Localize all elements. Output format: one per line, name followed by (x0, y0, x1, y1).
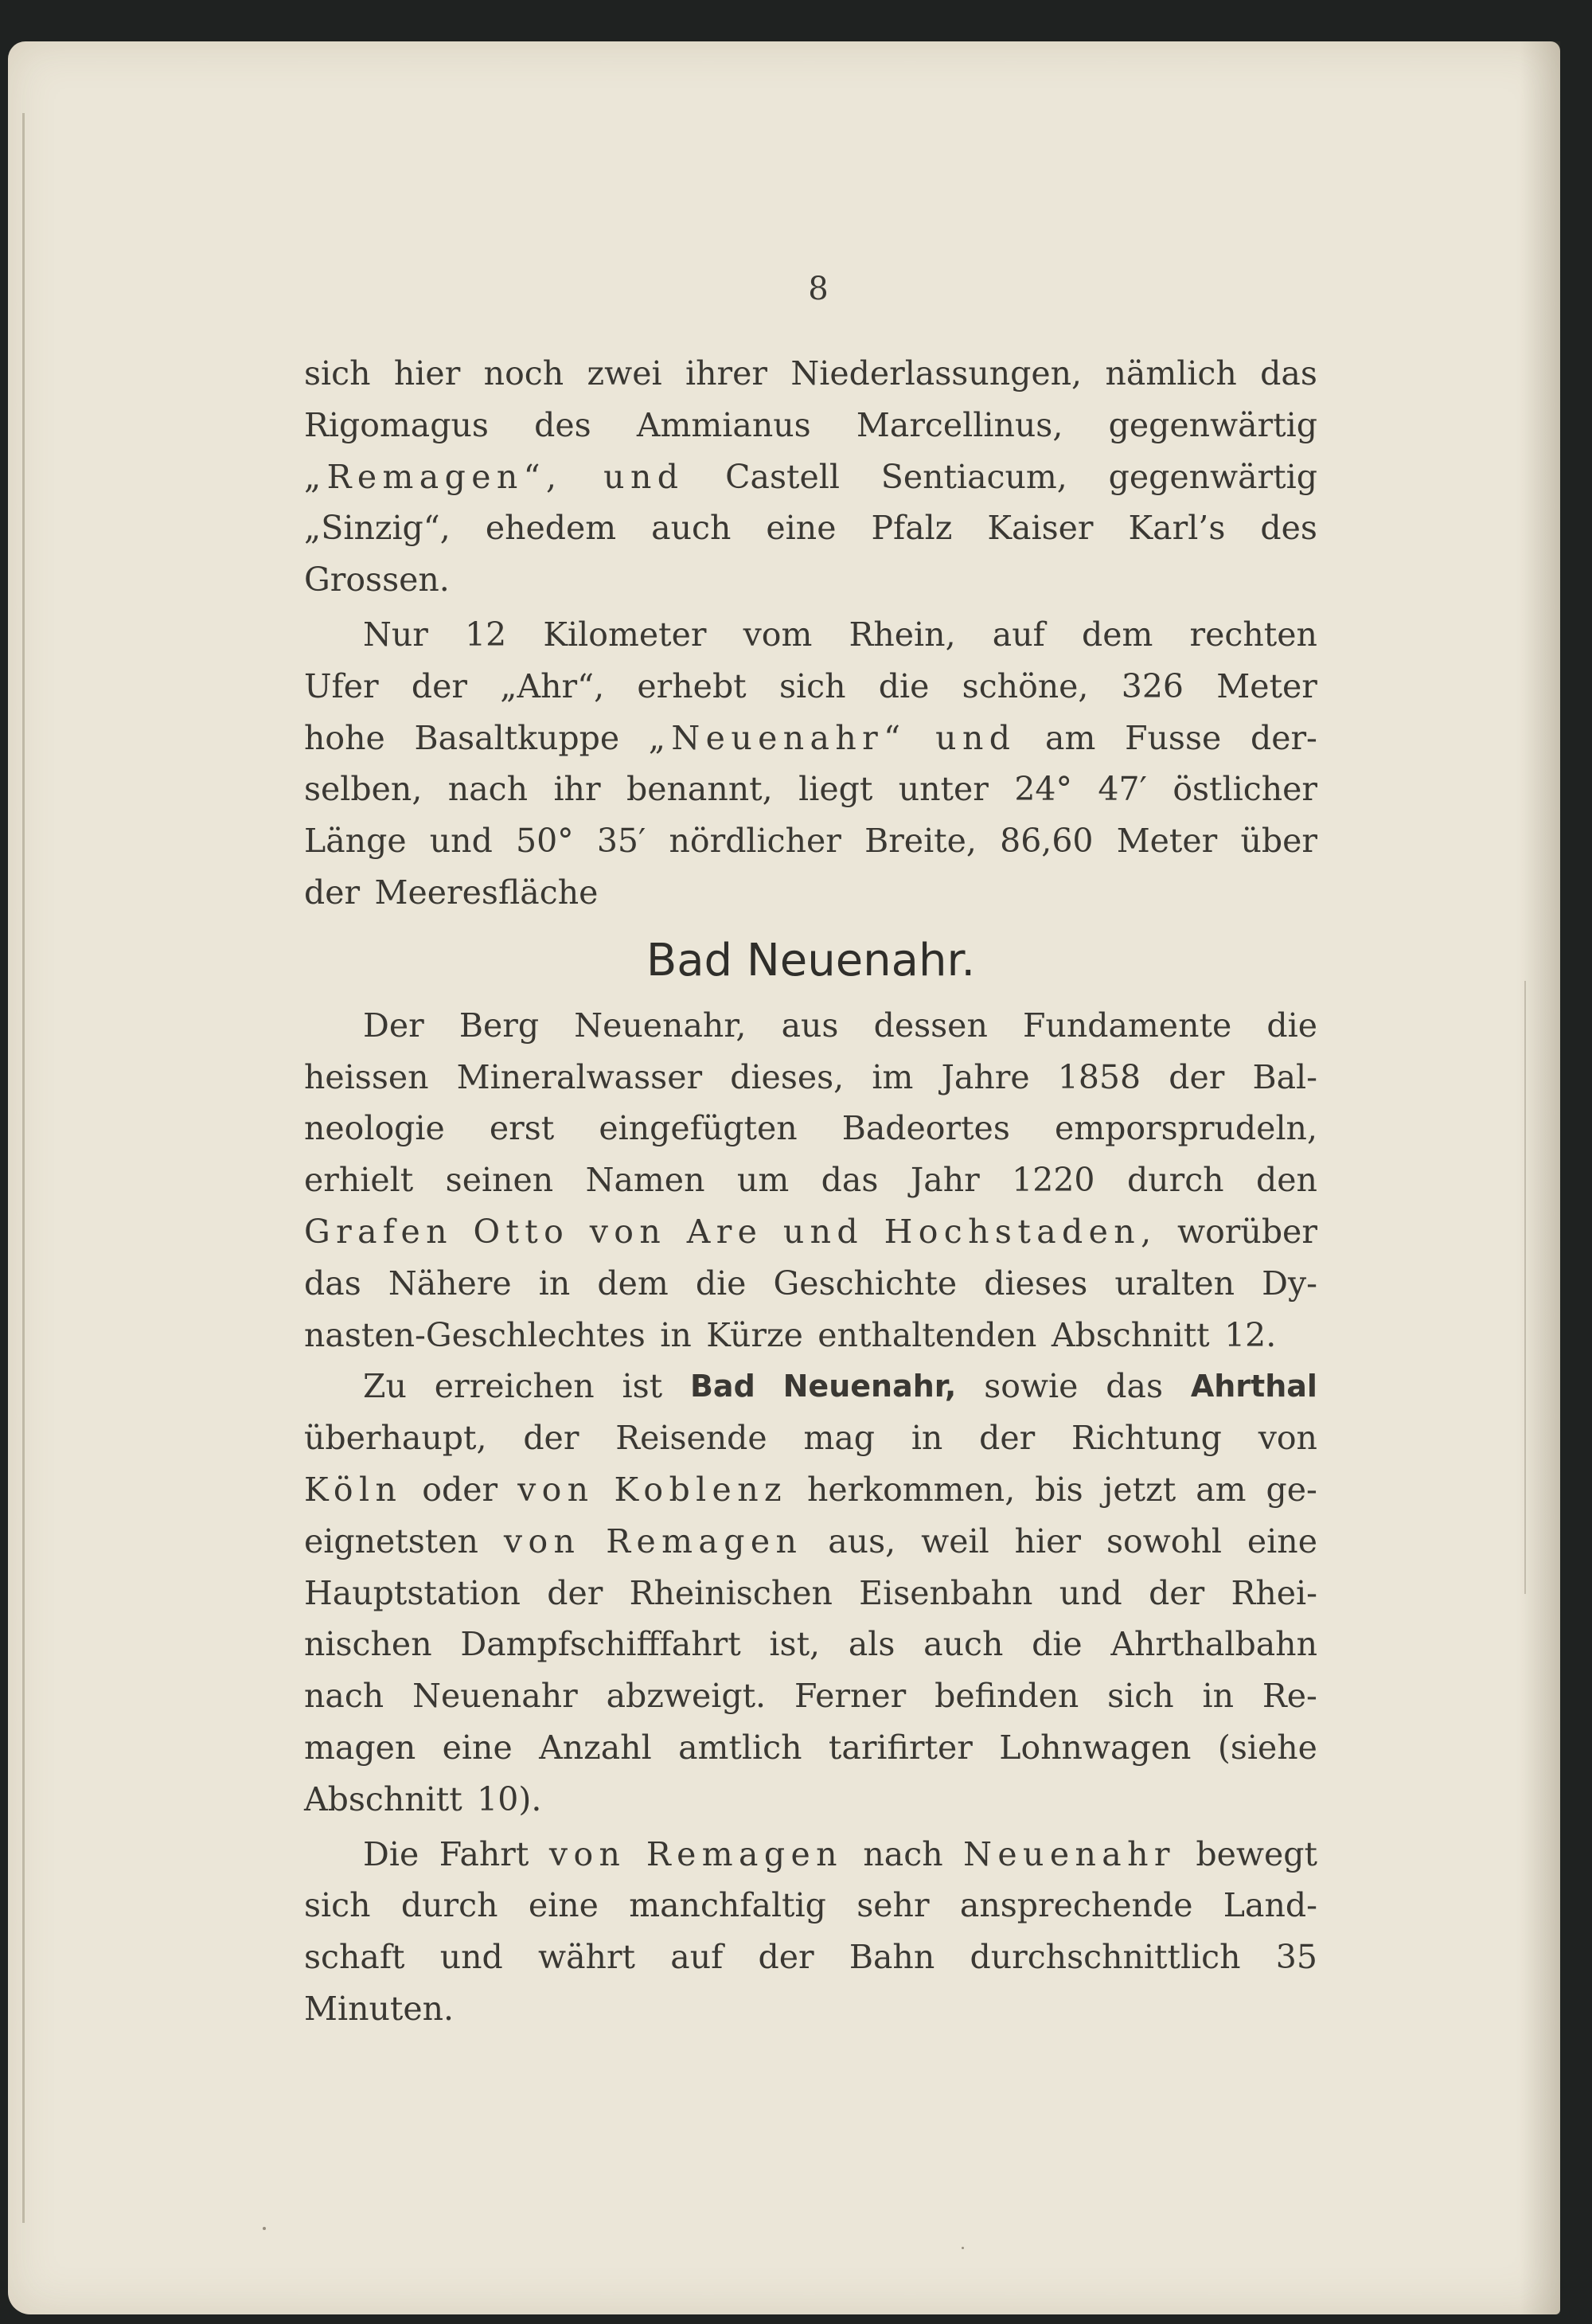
word: mag (803, 1419, 876, 1458)
word: (siehe (1217, 1728, 1317, 1767)
word: erreichen (434, 1367, 595, 1406)
word: Neuenahr (412, 1677, 578, 1716)
word: Eisenbahn (859, 1573, 1033, 1612)
word: nischen (304, 1625, 432, 1664)
text-line (304, 554, 1317, 606)
paragraph-history (304, 1000, 1317, 1361)
text-line (304, 502, 1317, 554)
word: selben, (304, 770, 423, 809)
text-line (304, 1983, 1317, 2035)
word: sehr (856, 1886, 930, 1925)
word: östlicher (1173, 770, 1317, 809)
page-body (304, 348, 1317, 2035)
text-line (304, 451, 1317, 503)
word: das (1260, 354, 1317, 393)
word: neologie (304, 1109, 445, 1148)
word: 12. (1224, 1315, 1277, 1354)
word: Zu (363, 1367, 407, 1406)
word: Nur (363, 615, 428, 654)
word: aus, (828, 1521, 896, 1560)
word: Rhei- (1231, 1573, 1317, 1612)
word: Karl’s (1128, 509, 1226, 548)
word: dieses (984, 1264, 1088, 1303)
word: sich (304, 354, 371, 393)
text-line (304, 1052, 1317, 1103)
word: gegenwärtig (1108, 457, 1317, 496)
word: in (911, 1419, 943, 1458)
word: und (782, 1212, 864, 1251)
word: befinden (935, 1677, 1079, 1716)
word: die (1266, 1006, 1317, 1045)
word: Kilometer (543, 615, 707, 654)
word: Meeresfläche (374, 873, 599, 912)
word: Neuenahr, (574, 1006, 747, 1045)
paper-speck (263, 2227, 266, 2230)
word: Rigomagus (304, 405, 489, 444)
word: Minuten. (304, 1989, 455, 2028)
word: des (1260, 509, 1317, 548)
word: nämlich (1105, 354, 1237, 393)
paragraph-journey (304, 1829, 1317, 2035)
word: die (1032, 1625, 1083, 1664)
text-line (304, 1619, 1317, 1670)
word: Abschnitt (1051, 1315, 1210, 1354)
text-line (304, 1568, 1317, 1619)
word: Otto (473, 1212, 570, 1251)
text-line (304, 1361, 1317, 1412)
word: Sentiacum, (880, 457, 1067, 496)
word: „Ahr“, (500, 666, 605, 705)
word: nasten-Geschlechtes (304, 1315, 646, 1354)
word: nach (863, 1834, 943, 1873)
word: sowie (984, 1367, 1079, 1406)
word: Land- (1223, 1886, 1317, 1925)
word: Meter (1216, 666, 1317, 705)
word: Rheinischen (629, 1573, 833, 1612)
text-line (304, 1931, 1317, 1983)
text-line (304, 764, 1317, 815)
word: Ahrthal (1190, 1369, 1317, 1404)
word: 35′ (596, 822, 646, 861)
word: uralten (1114, 1264, 1235, 1303)
word: der (1169, 1057, 1225, 1096)
word: nach (304, 1677, 384, 1716)
word: Jahr (910, 1161, 980, 1200)
word: sich (778, 666, 846, 705)
word: Grafen (304, 1212, 453, 1251)
word: Der (363, 1006, 424, 1045)
text-line (304, 400, 1317, 451)
page-edge-shadow (1520, 41, 1560, 2314)
word: Kürze (706, 1315, 803, 1354)
word: in (660, 1315, 692, 1354)
word: der (547, 1573, 603, 1612)
word: Neuenahr (963, 1834, 1176, 1873)
word: Ammianus (636, 405, 811, 444)
word: 50° (516, 822, 574, 861)
word: Bal- (1252, 1057, 1317, 1096)
text-line (304, 1774, 1317, 1826)
word: die (878, 666, 930, 705)
word: ansprechende (959, 1886, 1193, 1925)
word: schaft (304, 1938, 405, 1977)
word: als (848, 1625, 896, 1664)
word: magen (304, 1728, 416, 1767)
word: das (821, 1161, 879, 1200)
word: abzweigt. (606, 1677, 767, 1716)
word: in (538, 1264, 571, 1303)
word: zwei (587, 354, 662, 393)
text-line (304, 348, 1317, 400)
word: den (1256, 1161, 1317, 1200)
word: eine (766, 509, 837, 548)
word: dem (597, 1264, 669, 1303)
word: Bahn (849, 1938, 935, 1977)
word: „Sinzig“, (304, 509, 451, 548)
word: Namen (585, 1161, 705, 1200)
word: liegt (798, 770, 873, 809)
word: Anzahl (539, 1728, 652, 1767)
word: der (523, 1419, 579, 1458)
word: Dy- (1262, 1264, 1317, 1303)
word: 1220 (1012, 1161, 1095, 1200)
word: erhielt (304, 1161, 414, 1200)
word: Neuenahr, (782, 1369, 957, 1404)
paragraph-intro (304, 348, 1317, 606)
word: Breite, (864, 822, 977, 861)
word: nördlicher (669, 822, 841, 861)
word: bis (1035, 1470, 1083, 1509)
word: „Neuenahr“ (648, 718, 907, 757)
word: weil (921, 1521, 989, 1560)
paragraph-location (304, 609, 1317, 919)
word: Pfalz (871, 509, 953, 548)
word: der (411, 666, 467, 705)
word: aus (781, 1006, 839, 1045)
word: sich (1107, 1677, 1174, 1716)
word: Berg (458, 1006, 540, 1045)
word: währt (538, 1938, 636, 1977)
word: erhebt (637, 666, 747, 705)
word: von (548, 1834, 626, 1873)
word: Grossen. (304, 560, 450, 600)
word: Castell (725, 457, 840, 496)
text-line (304, 815, 1317, 867)
text-line (304, 1258, 1317, 1310)
text-line (304, 1206, 1317, 1258)
word: hier (1014, 1521, 1082, 1560)
word: heissen (304, 1057, 429, 1096)
word: emporsprudeln, (1054, 1109, 1317, 1148)
word: 10). (477, 1779, 542, 1818)
word: erst (489, 1109, 555, 1148)
word: Nähere (388, 1264, 512, 1303)
word: der (1149, 1573, 1205, 1612)
word: am (1045, 718, 1096, 757)
word: um (736, 1161, 790, 1200)
word: Meter (1116, 822, 1218, 861)
word: seinen (445, 1161, 554, 1200)
word: Are (686, 1212, 763, 1251)
word: rechten (1189, 615, 1317, 654)
word: in (1202, 1677, 1235, 1716)
word: Hochstaden, (884, 1212, 1157, 1251)
word: das (1106, 1367, 1163, 1406)
word: Ferner (794, 1677, 907, 1716)
word: Länge (304, 822, 407, 861)
word: von (503, 1521, 581, 1560)
book-page (8, 41, 1560, 2314)
word: Badeortes (841, 1109, 1010, 1148)
word: Die (363, 1834, 419, 1873)
word: Köln (304, 1470, 403, 1509)
word: jetzt (1102, 1470, 1176, 1509)
word: Remagen (606, 1521, 803, 1560)
word: ihr (553, 770, 601, 809)
word: eingefügten (599, 1109, 798, 1148)
text-line (304, 1670, 1317, 1722)
word: ge- (1266, 1470, 1317, 1509)
word: und (1059, 1573, 1122, 1612)
page-number: 8 (808, 271, 829, 307)
word: Marcellinus, (856, 405, 1063, 444)
word: Hauptstation (304, 1573, 521, 1612)
word: der (979, 1419, 1036, 1458)
word: vom (743, 615, 813, 654)
word: Fundamente (1022, 1006, 1232, 1045)
text-line (304, 1000, 1317, 1052)
word: Koblenz (614, 1470, 787, 1509)
word: 47′ (1098, 770, 1147, 809)
word: Lohnwagen (999, 1728, 1192, 1767)
word: durch (400, 1886, 498, 1925)
text-line (304, 1103, 1317, 1154)
word: eine (442, 1728, 513, 1767)
word: hohe (304, 718, 385, 757)
word: amtlich (678, 1728, 802, 1767)
word: Rhein, (849, 615, 956, 654)
paper-speck (962, 2247, 964, 2249)
word: Kaiser (987, 509, 1094, 548)
word: am (1196, 1470, 1247, 1509)
word: ihrer (685, 354, 767, 393)
word: nach (447, 770, 529, 809)
word: schöne, (962, 666, 1089, 705)
word: 12 (465, 615, 507, 654)
word: und (935, 718, 1016, 757)
word: Bad (689, 1369, 755, 1404)
paper-tear-mark (1524, 981, 1526, 1594)
section-heading: Bad Neuenahr. (646, 934, 976, 986)
text-line (304, 1310, 1317, 1361)
word: sowohl (1106, 1521, 1222, 1560)
word: durch (1126, 1161, 1224, 1200)
word: dem (1081, 615, 1153, 654)
word: ist, (769, 1625, 821, 1664)
word: sich (304, 1886, 371, 1925)
binding-crease (22, 113, 25, 2223)
word: benannt, (626, 770, 773, 809)
word: dieses, (730, 1057, 845, 1096)
word: und (439, 1938, 503, 1977)
word: Remagen (646, 1834, 843, 1873)
word: 24° (1014, 770, 1072, 809)
word: 35 (1275, 1938, 1317, 1977)
word: worüber (1177, 1212, 1317, 1251)
word: des (534, 405, 591, 444)
word: tarifirter (828, 1728, 973, 1767)
word: Abschnitt (304, 1779, 462, 1818)
word: von (1258, 1419, 1317, 1458)
word: Fusse (1125, 718, 1222, 757)
word: Richtung (1071, 1419, 1222, 1458)
text-line (304, 1880, 1317, 1931)
paragraph-travel (304, 1361, 1317, 1825)
word: Ahrthalbahn (1110, 1625, 1317, 1664)
word: durchschnittlich (970, 1938, 1241, 1977)
word: auf (670, 1938, 724, 1977)
word: Basaltkuppe (414, 718, 620, 757)
word: der (304, 873, 361, 912)
text-line (304, 1516, 1317, 1568)
text-line (304, 1464, 1317, 1516)
word: bewegt (1196, 1834, 1317, 1873)
text-line (304, 1829, 1317, 1881)
text-line (304, 1412, 1317, 1464)
word: der- (1250, 718, 1317, 757)
word: und (603, 457, 685, 496)
word: manchfaltig (629, 1886, 826, 1925)
word: ehedem (485, 509, 617, 548)
word: von (517, 1470, 595, 1509)
word: über (1240, 822, 1317, 861)
word: eine (1247, 1521, 1317, 1560)
word: Geschichte (773, 1264, 958, 1303)
word: Jahre (941, 1057, 1030, 1096)
word: Fahrt (439, 1834, 529, 1873)
word: 86,60 (1000, 822, 1094, 861)
word: eine (528, 1886, 599, 1925)
word: auch (923, 1625, 1004, 1664)
word: Ufer (304, 666, 379, 705)
word: von (589, 1212, 667, 1251)
word: 326 (1121, 666, 1184, 705)
word: 1858 (1057, 1057, 1141, 1096)
word: auch (651, 509, 732, 548)
word: unter (898, 770, 989, 809)
word: die (695, 1264, 747, 1303)
word: eignetsten (304, 1521, 478, 1560)
word: herkommen, (806, 1470, 1016, 1509)
word: noch (483, 354, 564, 393)
word: und (429, 822, 493, 861)
text-line (304, 1722, 1317, 1774)
word: ist (622, 1367, 663, 1406)
word: Dampfschifffahrt (460, 1625, 741, 1664)
text-line (304, 661, 1317, 713)
word: Mineralwasser (456, 1057, 703, 1096)
word: enthaltenden (817, 1315, 1037, 1354)
word: auf (992, 615, 1045, 654)
word: Re- (1262, 1677, 1317, 1716)
word: der (758, 1938, 814, 1977)
text-line (304, 867, 1317, 919)
word: Niederlassungen, (790, 354, 1083, 393)
word: dessen (873, 1006, 988, 1045)
word: oder (422, 1470, 498, 1509)
word: im (872, 1057, 914, 1096)
text-line (304, 713, 1317, 764)
word: das (304, 1264, 361, 1303)
word: „Remagen“, (304, 457, 563, 496)
word: hier (393, 354, 461, 393)
text-line (304, 1154, 1317, 1206)
word: Reisende (615, 1419, 767, 1458)
word: gegenwärtig (1108, 405, 1317, 444)
text-line (304, 609, 1317, 661)
word: überhaupt, (304, 1419, 487, 1458)
